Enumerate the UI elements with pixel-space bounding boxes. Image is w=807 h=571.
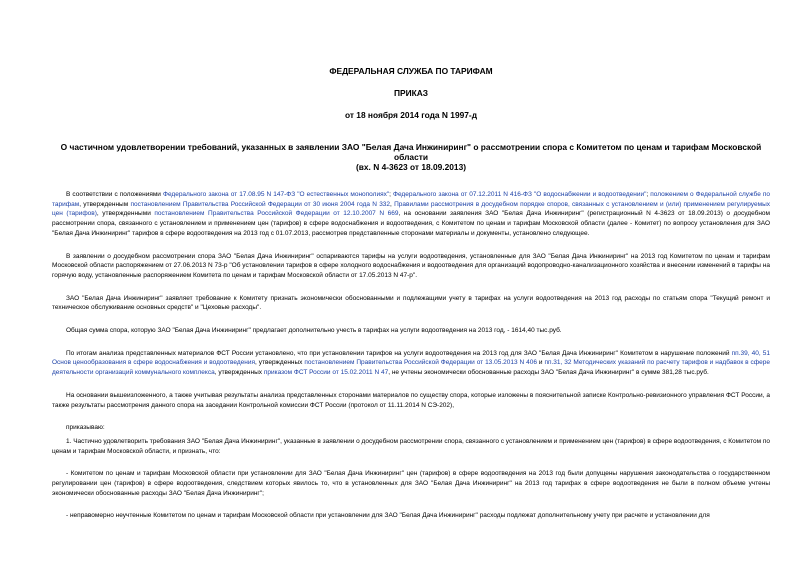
link-government-decree-669[interactable]: постановлением Правительства Российской Федерации от 12.10.2007 N 669 [154, 210, 399, 218]
link-pricing-basics[interactable]: пп.39, 40, 51 Основ ценообразования в сфере водоснабжения и водоотведения [52, 349, 770, 367]
link-government-decree-332[interactable]: постановлением Правительства Российской Федерации от 30 июня 2004 года N 332 [130, 200, 391, 208]
paragraph-disputed-tariffs: В заявлении о досудебном рассмотрении спора ЗАО "Белая Дача Инжиниринг" оспариваются тарифы на услуги водоотведения, установленные для ЗАО "Белая Дача Инжиниринг" на 2013 год Комитетом по ценам и тарифам Московской области распоряжением от 27.06.2013 N 73-р "Об установлении тарифов в сфере холодного водоснабжения и водоотведения для организаций водопроводно-канализационного хозяйства и внесении изменений в тарифы на горячую воду, установленные распоряжением Комитета по ценам и тарифам Московской области от 17.05.2013 N 47-р". [52, 252, 770, 279]
order-reference: (вх. N 4-3623 от 18.09.2013) [355, 162, 467, 172]
text-run: ; [646, 191, 651, 198]
order-title: О частичном удовлетворении требований, указанных в заявлении ЗАО "Белая Дача Инжиниринг" о рассмотрении спора с Комитетом по ценам и тарифам Московской области [60, 142, 762, 162]
text-run: ; [389, 191, 394, 198]
link-fst-order-47[interactable]: приказом ФСТ России от 15.02.2011 N 47 [263, 369, 389, 377]
paragraph-findings [52, 349, 770, 378]
paragraph-order-word: приказываю: [66, 424, 105, 432]
text-run: В соответствии с положениями [66, 191, 163, 198]
text-run: , не учтены экономически обоснованные расходы ЗАО "Белая Дача Инжиниринг" в сумме 381,28 тыс.руб. [388, 369, 709, 377]
text-run: и [536, 359, 545, 367]
text-run: , утвержденным [79, 200, 131, 208]
paragraph-violation: - Комитетом по ценам и тарифам Московской области при установлении для ЗАО "Белая Дача Инжиниринг" цен (тарифов) в сфере водоотведения на 2013 год были допущены нарушения законодательства о государственном регулировании цен (тарифов) в сфере водоотведения, следствием которых явилось то, что в установленных для ЗАО "Белая Дача Инжиниринг" на 2013 год тарифах в сфере водоотведения не были в полном объеме учтены экономически обоснованные расходы ЗАО "Белая Дача Инжиниринг"; [52, 470, 770, 497]
paragraph-legal-basis [52, 190, 770, 239]
text-run: , [390, 200, 395, 208]
document-page [52, 66, 770, 534]
paragraph-claim: ЗАО "Белая Дача Инжиниринг" заявляет требование к Комитету признать экономически обоснованными и подлежащими учету в тарифах на услуги водоотведения на 2013 год расходы по статьям спора "Текущий ремонт и техническое обслуживание основных средств" и "Цеховые расходы". [52, 294, 770, 312]
agency-heading: ФЕДЕРАЛЬНАЯ СЛУЖБА ПО ТАРИФАМ [329, 66, 493, 76]
order-date-number: от 18 ноября 2014 года N 1997-д [344, 110, 478, 120]
paragraph-unaccounted-costs: - неправомерно неучтенные Комитетом по ценам и тарифам Московской области при установлении для ЗАО "Белая Дача Инжиниринг" расходы подлежат дополнительному учету при расчете и установлении для [66, 512, 710, 520]
text-run: , утвержденных [255, 359, 305, 367]
link-fst-regulation[interactable]: положением о Федеральной службе по тарифам [52, 191, 771, 208]
paragraph-dispute-amount: Общая сумма спора, которую ЗАО "Белая Дача Инжиниринг" предлагает дополнительно учесть в тарифах на услуги водоотведения на 2013 год, - 1614,40 тыс.руб. [66, 327, 562, 335]
link-federal-law-147[interactable]: Федерального закона от 17.08.95 N 147-ФЗ "О естественных монополиях" [163, 191, 390, 198]
link-methodical-guidelines[interactable]: пп.31, 32 Методических указаний по расчету тарифов и надбавок в сфере деятельности организаций коммунального комплекса [52, 359, 770, 377]
paragraph-item-1: 1. Частично удовлетворить требования ЗАО "Белая Дача Инжиниринг", указанные в заявлении о досудебном рассмотрении спора, связанного с установлением и применением цен (тарифов) в сфере водоотведения, с Комитетом по ценам и тарифам Московской области, и признать, что: [52, 437, 770, 455]
link-dispute-rules[interactable]: Правилами рассмотрения в досудебном порядке споров, связанных с установлением и (или) применением регулируемых цен (тарифов) [52, 200, 770, 218]
order-heading: ПРИКАЗ [393, 88, 429, 98]
paragraph-grounds: На основании вышеизложенного, а также учитывая результаты анализа представленных сторонами материалов по существу спора, которые изложены в пояснительной записке Контрольно-ревизионного управления ФСТ России, а также результаты рассмотрения данного спора на заседании Контрольной комиссии ФСТ России (протокол от 11.11.2014 N СЭ-202), [52, 391, 770, 409]
text-run: По итогам анализа представленных материалов ФСТ России установлено, что при установлении тарифов на услуги водоотведения на 2013 год для ЗАО "Белая Дача Инжиниринг" Комитетом в нарушение положений [66, 349, 732, 357]
text-run: , утвержденных [214, 369, 264, 377]
text-run: , утвержденными [96, 210, 155, 218]
document-body [52, 190, 770, 521]
link-federal-law-416[interactable]: Федерального закона от 07.12.2011 N 416-ФЗ "О водоснабжении и водоотведении" [393, 191, 647, 198]
link-government-decree-406[interactable]: постановлением Правительства Российской Федерации от 13.05.2013 N 406 [304, 359, 537, 367]
text-run: , на основании заявления ЗАО "Белая Дача Инжиниринг" (регистрационный N 4-3623 от 18.09.2013) о досудебном рассмотрении спора, связанного с установлением и применением цен (тарифов) в сфере водоснабжения и водоотведения, с Комитетом по ценам и тарифам Московской области (далее - Комитет) по вопросу установления для ЗАО "Белая Дача Инжиниринг" тарифов в сфере водоотведения на 2013 год с 01.07.2013, рассмотрев представленные сторонами материалы и документы, установлено следующее. [52, 210, 771, 237]
